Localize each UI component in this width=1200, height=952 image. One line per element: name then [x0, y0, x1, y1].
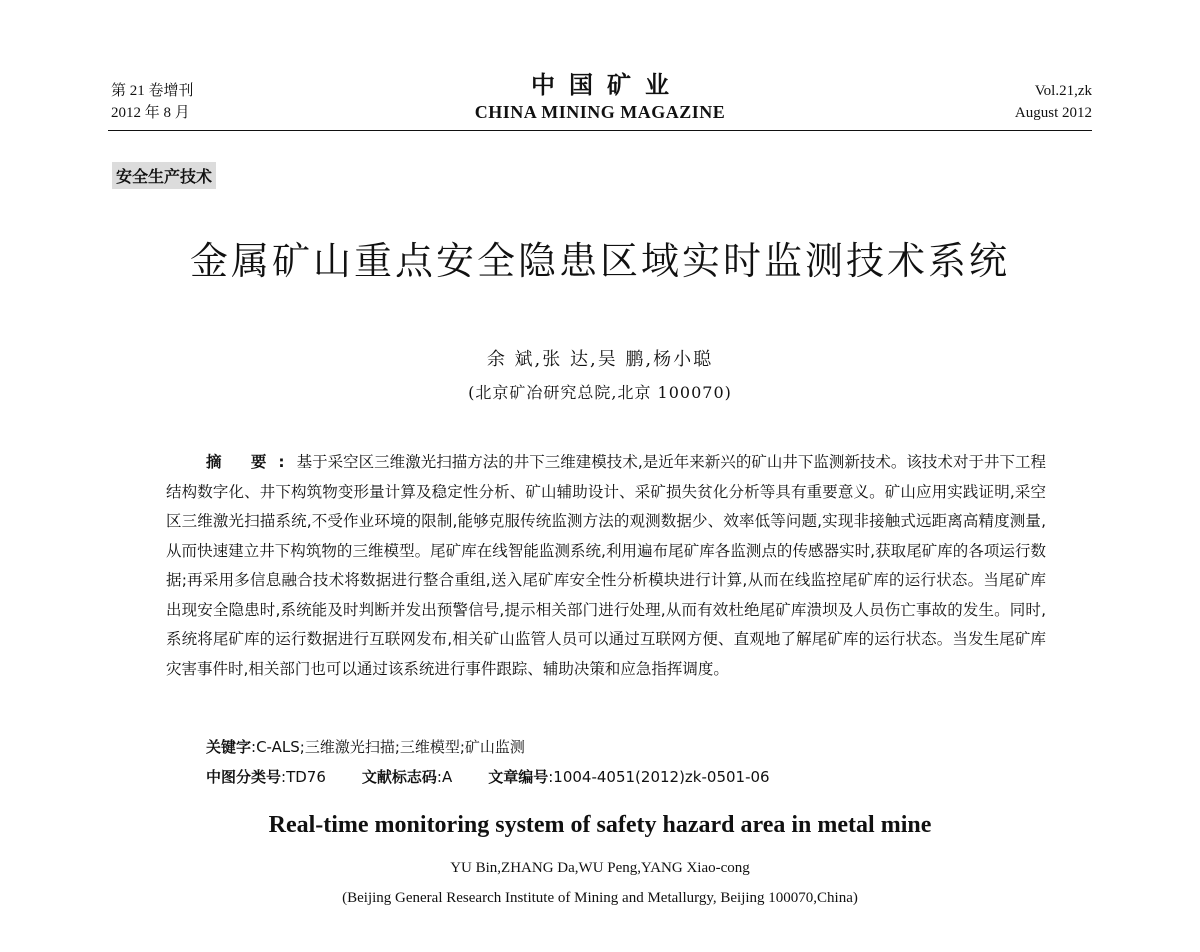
- header-left: [111, 80, 194, 124]
- article-no-label: 文章编号: [488, 768, 549, 786]
- volume-cn: 第 21 卷增刊: [111, 83, 194, 99]
- date-cn: 2012 年 8 月: [111, 105, 190, 121]
- paper-title: 金属矿山重点安全隐患区域实时监测技术系统: [189, 239, 1010, 283]
- keywords-value: :C-ALS;三维激光扫描;三维模型;矿山监测: [251, 738, 525, 756]
- doc-code-label: 文献标志码: [361, 768, 437, 786]
- section-tag: 安全生产技术: [112, 162, 216, 189]
- volume-en: Vol.21,zk: [1034, 83, 1092, 99]
- header-rule: [108, 130, 1092, 131]
- english-title: Real-time monitoring system of safety hazard area in metal mine: [268, 812, 932, 838]
- date-en: August 2012: [1014, 105, 1092, 121]
- abstract: [166, 448, 1046, 684]
- journal-name-cn: 中国矿业: [531, 70, 683, 99]
- affiliation: (北京矿冶研究总院,北京 100070): [468, 383, 732, 402]
- journal-name-en: CHINA MINING MAGAZINE: [474, 102, 726, 122]
- english-affiliation: (Beijing General Research Institute of Mining and Metallurgy, Beijing 100070,China): [342, 890, 858, 906]
- classification: [206, 766, 770, 787]
- article-no-value: :1004-4051(2012)zk-0501-06: [548, 768, 770, 786]
- header-right: [1015, 80, 1092, 124]
- clc-label: 中图分类号: [206, 768, 282, 786]
- keywords: [206, 736, 525, 757]
- authors: 余 斌,张 达,吴 鹏,杨小聪: [486, 349, 714, 370]
- abstract-text: 基于采空区三维激光扫描方法的井下三维建模技术,是近年来新兴的矿山井下监测新技术。该技术对于井下工程结构数字化、井下构筑物变形量计算及稳定性分析、矿山辅助设计、采矿损失贫化分析等具有重要意义。矿山应用实践证明,采空区三维激光扫描系统,不受作业环境的限制,能够克服传统监测方法的观测数据少、效率低等问题,实现非接触式远距离高精度测量,从而快速建立井下构筑物的三维模型。尾矿库在线智能监测系统,利用遍布尾矿库各监测点的传感器实时,获取尾矿库的各项运行数据;再采用多信息融合技术将数据进行整合重组,送入尾矿库安全性分析模块进行计算,从而在线监控尾矿库的运行状态。当尾矿库出现安全隐患时,系统能及时判断并发出预警信号,提示相关部门进行处理,从而有效杜绝尾矿库溃坝及人员伤亡事故的发生。同时,系统将尾矿库的运行数据进行互联网发布,相关矿山监管人员可以通过互联网方便、直观地了解尾矿库的运行状态。当发生尾矿库灾害事件时,相关部门也可以通过该系统进行事件跟踪、辅助决策和应急指挥调度。: [166, 453, 1046, 678]
- clc-value: :TD76: [281, 768, 326, 786]
- english-authors: YU Bin,ZHANG Da,WU Peng,YANG Xiao-cong: [450, 860, 750, 876]
- keywords-label: 关键字: [206, 738, 252, 756]
- doc-code-value: :A: [436, 768, 453, 786]
- header-center: [300, 70, 900, 124]
- abstract-label: 摘 要:: [206, 453, 297, 471]
